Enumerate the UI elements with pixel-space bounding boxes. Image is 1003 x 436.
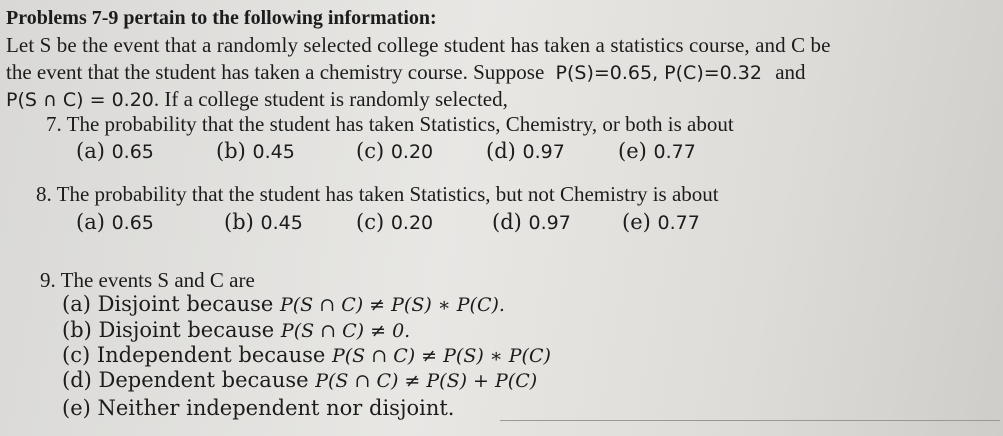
q8-option-d[interactable] bbox=[492, 210, 571, 235]
q8-option-e-value: 0.77 bbox=[657, 212, 700, 234]
q9-option-d[interactable] bbox=[62, 368, 537, 393]
intro-line-2-end: and bbox=[775, 60, 806, 84]
q7-option-a[interactable] bbox=[76, 139, 154, 164]
q8-option-c[interactable] bbox=[356, 210, 433, 235]
intro-line-3 bbox=[6, 87, 508, 112]
intro-line-3-math: P(S ∩ C) = 0.20 bbox=[6, 89, 154, 111]
q8-option-b-label: (b) bbox=[224, 210, 254, 234]
q9-option-c-text: (c) Independent because bbox=[62, 343, 332, 367]
q7-option-d-value: 0.97 bbox=[522, 141, 565, 163]
q9-option-c[interactable] bbox=[62, 343, 551, 368]
question-7-stem: 7. The probability that the student has taken Statistics, Chemistry, or both is about bbox=[46, 112, 734, 136]
problems-heading: Problems 7-9 pertain to the following information: bbox=[6, 7, 437, 29]
q7-option-e-label: (e) bbox=[618, 139, 647, 163]
q9-option-c-math: P(S ∩ C) ≠ P(S) ∗ P(C) bbox=[331, 345, 551, 367]
bottom-rule bbox=[500, 420, 1000, 421]
q7-option-b-label: (b) bbox=[216, 139, 246, 163]
intro-line-3-text: . If a college student is randomly selected, bbox=[153, 87, 508, 111]
q7-option-b-value: 0.45 bbox=[252, 141, 295, 163]
intro-line-2-math: P(S)=0.65, P(C)=0.32 bbox=[555, 62, 762, 84]
q7-option-c[interactable] bbox=[356, 139, 433, 164]
q8-option-b[interactable] bbox=[224, 210, 303, 235]
q8-option-a-label: (a) bbox=[76, 210, 105, 234]
q8-option-d-value: 0.97 bbox=[528, 212, 571, 234]
q7-option-b[interactable] bbox=[216, 139, 295, 164]
q7-option-d-label: (d) bbox=[486, 139, 516, 163]
q8-option-c-label: (c) bbox=[356, 210, 385, 234]
intro-line-2-text: the event that the student has taken a chemistry course. Suppose bbox=[6, 60, 545, 84]
q8-option-a[interactable] bbox=[76, 210, 154, 235]
q7-option-e-value: 0.77 bbox=[653, 141, 696, 163]
q8-option-d-label: (d) bbox=[492, 210, 522, 234]
q9-option-b-math: P(S ∩ C) ≠ 0. bbox=[280, 320, 411, 342]
q9-option-b[interactable] bbox=[62, 318, 410, 343]
question-8-stem: 8. The probability that the student has taken Statistics, but not Chemistry is about bbox=[36, 182, 719, 206]
q9-option-b-text: (b) Disjoint because bbox=[62, 318, 281, 342]
q9-option-e-text: (e) Neither independent nor disjoint. bbox=[62, 396, 455, 420]
q9-option-a[interactable] bbox=[62, 292, 505, 317]
q9-option-a-math: P(S ∩ C) ≠ P(S) ∗ P(C). bbox=[279, 294, 505, 316]
q7-option-c-label: (c) bbox=[356, 139, 385, 163]
q7-option-a-label: (a) bbox=[76, 139, 105, 163]
q9-option-d-text: (d) Dependent because bbox=[62, 368, 316, 392]
q7-option-a-value: 0.65 bbox=[111, 141, 154, 163]
question-9-stem: 9. The events S and C are bbox=[40, 268, 255, 292]
q8-option-b-value: 0.45 bbox=[260, 212, 303, 234]
intro-line-1: Let S be the event that a randomly selected college student has taken a statistics course, and C be bbox=[6, 33, 831, 57]
q9-option-a-text: (a) Disjoint because bbox=[62, 292, 280, 316]
q9-option-d-math: P(S ∩ C) ≠ P(S) + P(C) bbox=[315, 370, 538, 392]
q8-option-a-value: 0.65 bbox=[111, 212, 154, 234]
q9-option-e[interactable] bbox=[62, 396, 454, 420]
q7-option-e[interactable] bbox=[618, 139, 696, 164]
intro-line-2 bbox=[6, 60, 806, 85]
q7-option-d[interactable] bbox=[486, 139, 565, 164]
q7-option-c-value: 0.20 bbox=[390, 141, 434, 163]
q8-option-e[interactable] bbox=[622, 210, 700, 235]
q8-option-c-value: 0.20 bbox=[390, 212, 434, 234]
q8-option-e-label: (e) bbox=[622, 210, 651, 234]
